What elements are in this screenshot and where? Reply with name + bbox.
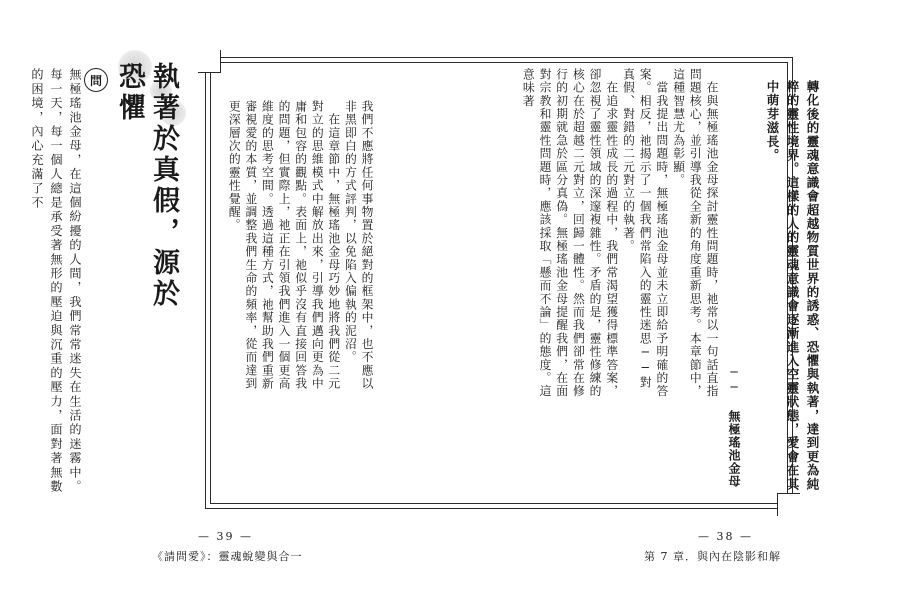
right-page-number: — 38 — [698, 530, 753, 543]
section-title: 執著於真假，源於恐懼 [114, 62, 179, 310]
right-running-head: 第 7 章．與內在陰影和解 [644, 550, 781, 563]
question-text: 無極瑤池金母，在這個紛擾的人間，我們常常迷失在生活的迷霧中。每一天，每一個人總是承受著無形的壓迫與沉重的壓力，面對著無數的困境，內心充滿了不 [30, 68, 82, 494]
right-page-body: 在與無極瑤池金母探討靈性問題時，祂常以一句話直指問題核心，並引導我從全新的角度重新思考。本章節中，這種智慧尤為彰顯。 當我提出問題時，無極瑤池金母並未立即給予明確的答案。相反，祂揭示了一個我們常陷入的靈性迷思──對真假、對錯的二元對立的執著。 在追求靈性成長的過程中，我們常渴望獲得標準答案，卻忽視了靈性領域的深邃複雜性。矛盾的是，靈性修練的核心在於超越二元對立，回歸一體性。然而我們卻常在修行的初期就急於區分真偽。無極瑤池金母提醒我們，在面對宗教和靈性問題時，應該採取「懸而不論」的態度。這意味著 [521, 68, 719, 398]
question-badge-icon: 問 [84, 68, 108, 92]
left-running-head: 《請問愛》：靈魂蛻變與合一 [152, 550, 303, 563]
left-page-body: 我們不應將任何事物置於絕對的框架中，也不應以非黑即白的方式評判，以免陷入偏執的泥沼。 在這章節中，無極瑤池金母巧妙地將我們從二元對立的思維模式中解放出來，引導我們邁向更為中庸和包容的觀點。表面上，祂似乎沒有直接回答我的問題，但實際上，祂正在引領我們進入一個更高維度的思考空間。透過這種方式，祂幫助我們重新審視愛的本質，並調整我們生命的頻率，從而達到更深層次的靈性覺醒。 [227, 100, 374, 391]
epigraph-author: ── 無極瑤池金母 [727, 365, 741, 488]
epigraph-quote: 轉化後的靈魂意識會超越物質世界的誘惑、恐懼與執著，達到更為純粹的靈性境界。這樣的人的靈魂意識會逐漸進入空靈狀態，愛會在其中萌芽滋長。 [765, 80, 820, 491]
left-page-number: — 39 — [198, 530, 253, 543]
